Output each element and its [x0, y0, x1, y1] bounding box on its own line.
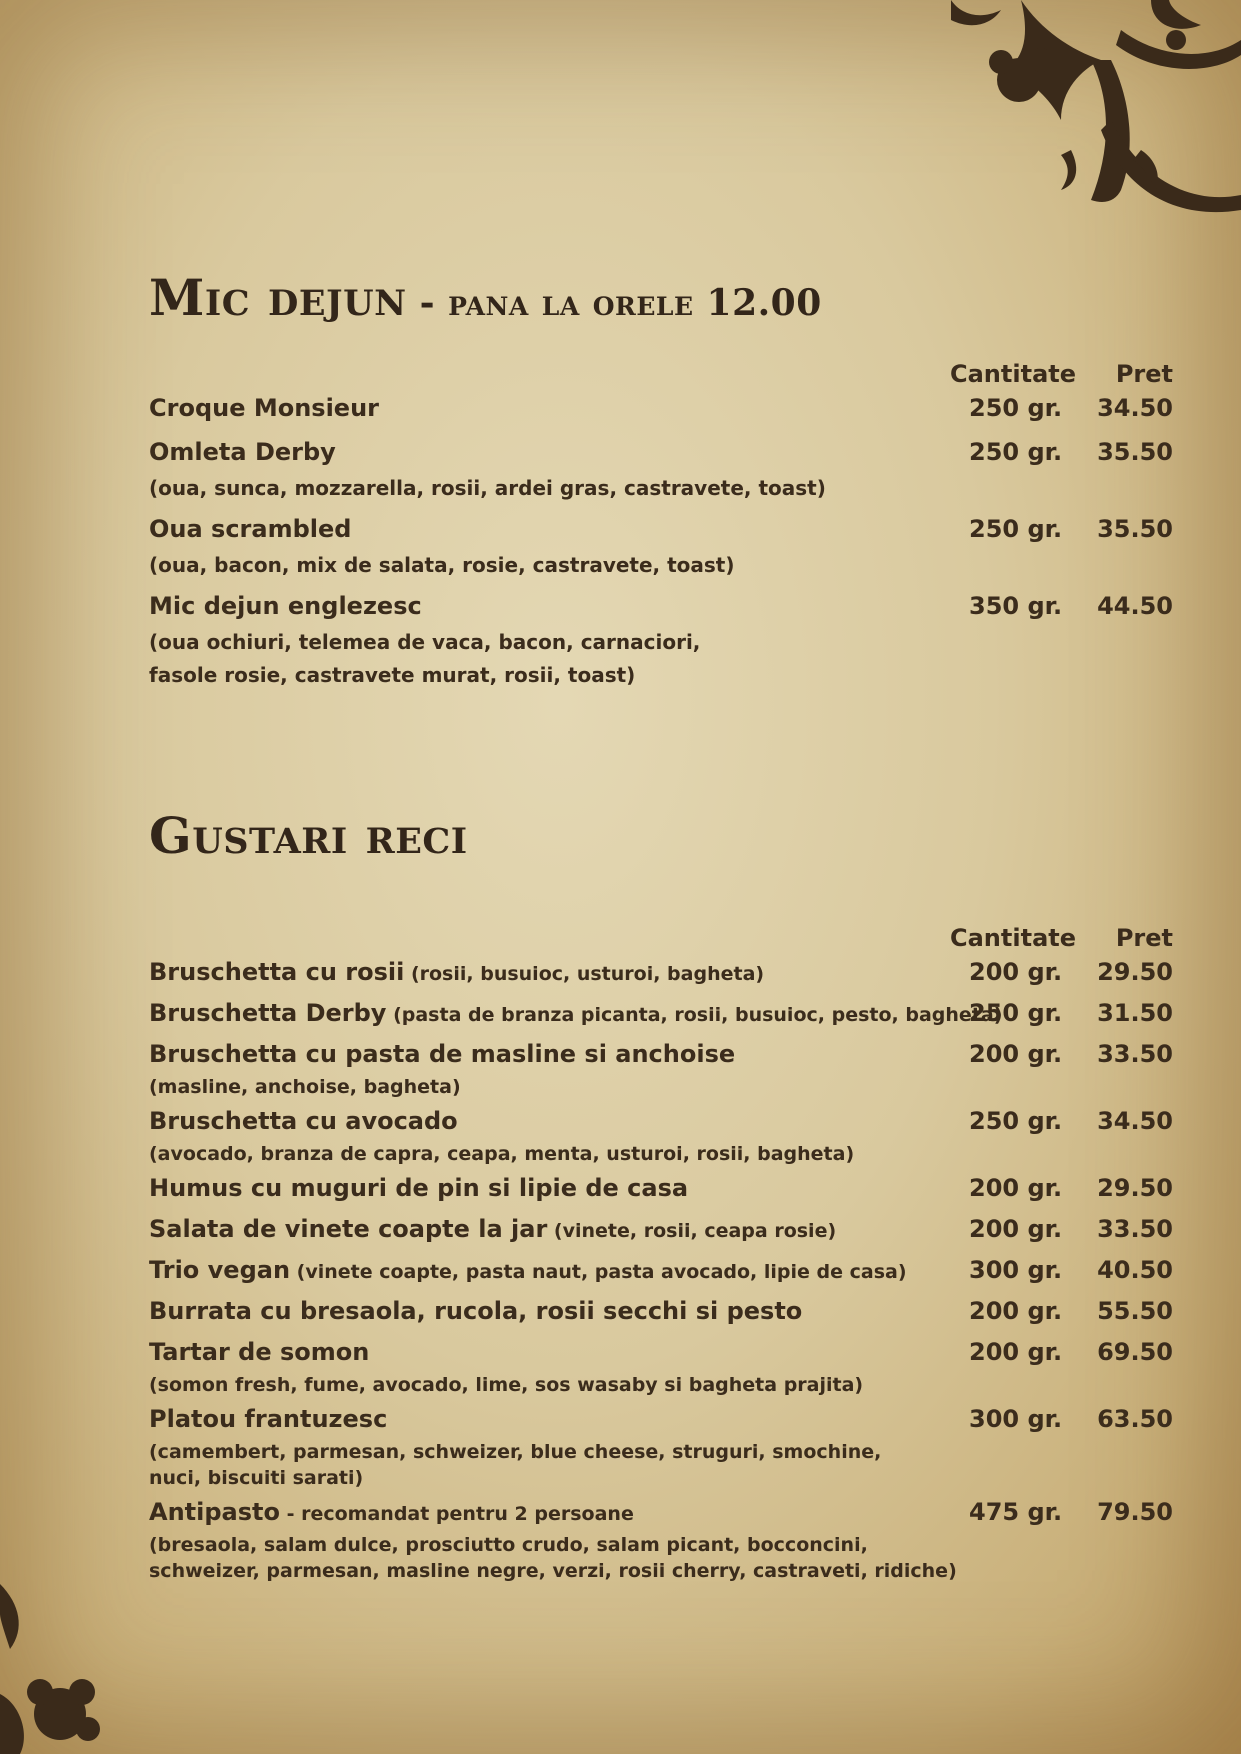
- menu-item-price: 35.50: [1097, 438, 1173, 466]
- column-header-quantity: Cantitate: [950, 360, 1077, 388]
- menu-item-name-group: [149, 1040, 735, 1068]
- section-title-main: Gustari reci: [149, 806, 468, 865]
- menu-item-price: 33.50: [1097, 1215, 1173, 1243]
- menu-item-quantity: 250 gr.: [969, 515, 1063, 543]
- menu-item-price: 63.50: [1097, 1405, 1173, 1433]
- menu-item-line: [149, 1297, 1173, 1331]
- menu-item-quantity: 200 gr.: [969, 1215, 1063, 1243]
- menu-item-inline-description: - recomandat pentru 2 persoane: [279, 1503, 634, 1525]
- column-header: [149, 924, 1173, 958]
- menu-item: [149, 1338, 1173, 1398]
- menu-item-quantity: 200 gr.: [969, 1040, 1063, 1068]
- menu-item-line: [149, 515, 1173, 549]
- floral-ornament-bottom-left: [0, 1574, 110, 1754]
- menu-item-name-group: [149, 1498, 634, 1526]
- menu-item-line: [149, 1107, 1173, 1141]
- menu-item: [149, 394, 1173, 428]
- menu-item-line: [149, 438, 1173, 472]
- section-title-subtitle: - pana la orele 12.00: [406, 282, 822, 324]
- cold-starters-section: [149, 808, 1173, 1591]
- menu-item-description: (oua, sunca, mozzarella, rosii, ardei gras, castravete, toast): [149, 476, 826, 500]
- menu-item-description: (oua ochiuri, telemea de vaca, bacon, carnaciori, fasole rosie, castravete murat, rosii, toast): [149, 630, 701, 687]
- menu-item-description: (oua, bacon, mix de salata, rosie, castravete, toast): [149, 553, 735, 577]
- menu-item-quantity: 300 gr.: [969, 1405, 1063, 1433]
- menu-item: [149, 1498, 1173, 1584]
- menu-item: [149, 1040, 1173, 1100]
- menu-item: [149, 1215, 1173, 1249]
- menu-item-name-group: [149, 394, 379, 422]
- menu-item: [149, 515, 1173, 582]
- menu-item: [149, 1256, 1173, 1290]
- menu-item-name-group: [149, 1297, 802, 1325]
- floral-ornament-top-right: [911, 0, 1241, 215]
- menu-item-quantity: 250 gr.: [969, 999, 1063, 1027]
- menu-item: [149, 1107, 1173, 1167]
- menu-item-description: (avocado, branza de capra, ceapa, menta, usturoi, rosii, bagheta): [149, 1143, 855, 1165]
- menu-item-price: 31.50: [1097, 999, 1173, 1027]
- menu-item-name-group: [149, 1256, 907, 1284]
- menu-item-description: (camembert, parmesan, schweizer, blue cheese, struguri, smochine, nuci, biscuiti sarati): [149, 1441, 882, 1489]
- menu-item: [149, 438, 1173, 505]
- column-header-price: Pret: [1115, 924, 1173, 952]
- menu-item-name: Mic dejun englezesc: [149, 592, 422, 620]
- menu-item-description: (masline, anchoise, bagheta): [149, 1076, 461, 1098]
- section-title-main: Mic dejun: [149, 268, 407, 327]
- menu-item-name-group: [149, 1215, 836, 1243]
- menu-item: [149, 1297, 1173, 1331]
- menu-item-name-group: [149, 958, 764, 986]
- menu-item-line: [149, 1040, 1173, 1074]
- menu-item-name: Tartar de somon: [149, 1338, 370, 1366]
- menu-item-name-group: [149, 592, 422, 620]
- column-header-price: Pret: [1115, 360, 1173, 388]
- column-header-quantity: Cantitate: [950, 924, 1077, 952]
- menu-item-quantity: 475 gr.: [969, 1498, 1063, 1526]
- menu-item-name: Trio vegan: [149, 1256, 291, 1284]
- menu-item-name-group: [149, 1174, 688, 1202]
- menu-item-line: [149, 1405, 1173, 1439]
- menu-item-inline-description: (rosii, busuioc, usturoi, bagheta): [404, 963, 765, 985]
- cold-starters-item-list: [149, 958, 1173, 1584]
- menu-item-price: 33.50: [1097, 1040, 1173, 1068]
- menu-item-name-group: [149, 1107, 458, 1135]
- menu-item-name-group: [149, 438, 336, 466]
- section-title-cold-starters: [149, 808, 1173, 864]
- menu-item: [149, 592, 1173, 692]
- column-header: [149, 360, 1173, 394]
- menu-item-price: 40.50: [1097, 1256, 1173, 1284]
- menu-item-name: Platou frantuzesc: [149, 1405, 388, 1433]
- menu-item-description: (somon fresh, fume, avocado, lime, sos wasaby si bagheta prajita): [149, 1374, 864, 1396]
- menu-item: [149, 1405, 1173, 1491]
- menu-item-name: Bruschetta cu rosii: [149, 958, 405, 986]
- menu-item-price: 44.50: [1097, 592, 1173, 620]
- menu-item-line: [149, 394, 1173, 428]
- menu-item-quantity: 200 gr.: [969, 1297, 1063, 1325]
- menu-item-inline-description: (pasta de branza picanta, rosii, busuioc, pesto, bagheta): [386, 1004, 1003, 1026]
- menu-item-quantity: 350 gr.: [969, 592, 1063, 620]
- menu-item-name: Burrata cu bresaola, rucola, rosii secchi si pesto: [149, 1297, 803, 1325]
- menu-item-line: [149, 999, 1173, 1033]
- menu-item-inline-description: (vinete, rosii, ceapa rosie): [547, 1220, 837, 1242]
- menu-item-name-group: [149, 999, 1002, 1027]
- menu-item-description: (bresaola, salam dulce, prosciutto crudo, salam picant, bocconcini, schweizer, parmesan, masline negre, verzi, rosii cherry, castraveti, ridiche): [149, 1534, 957, 1582]
- menu-item-name: Bruschetta Derby: [149, 999, 387, 1027]
- menu-item-name: Humus cu muguri de pin si lipie de casa: [149, 1174, 689, 1202]
- menu-item-quantity: 250 gr.: [969, 1107, 1063, 1135]
- menu-item-price: 29.50: [1097, 1174, 1173, 1202]
- menu-item-price: 35.50: [1097, 515, 1173, 543]
- menu-item-name: Oua scrambled: [149, 515, 352, 543]
- menu-item-price: 34.50: [1097, 394, 1173, 422]
- menu-item-line: [149, 1498, 1173, 1532]
- menu-item-line: [149, 592, 1173, 626]
- menu-item-name: Salata de vinete coapte la jar: [149, 1215, 548, 1243]
- menu-item-quantity: 200 gr.: [969, 1174, 1063, 1202]
- menu-item-name-group: [149, 1405, 387, 1433]
- menu-item-name: Omleta Derby: [149, 438, 336, 466]
- menu-item-name-group: [149, 1338, 369, 1366]
- menu-item-name: Croque Monsieur: [149, 394, 380, 422]
- menu-item-name: Bruschetta cu pasta de masline si anchoise: [149, 1040, 736, 1068]
- menu-item: [149, 1174, 1173, 1208]
- menu-item-quantity: 250 gr.: [969, 394, 1063, 422]
- menu-item-name-group: [149, 515, 351, 543]
- menu-item-line: [149, 958, 1173, 992]
- menu-item-price: 34.50: [1097, 1107, 1173, 1135]
- menu-item-line: [149, 1338, 1173, 1372]
- breakfast-section: [149, 270, 1173, 702]
- menu-item-quantity: 300 gr.: [969, 1256, 1063, 1284]
- menu-item-inline-description: (vinete coapte, pasta naut, pasta avocado, lipie de casa): [290, 1261, 907, 1283]
- breakfast-item-list: [149, 394, 1173, 692]
- menu-item-price: 79.50: [1097, 1498, 1173, 1526]
- section-title-breakfast: [149, 270, 1173, 326]
- menu-item-price: 55.50: [1097, 1297, 1173, 1325]
- menu-item: [149, 999, 1173, 1033]
- menu-item-quantity: 250 gr.: [969, 438, 1063, 466]
- menu-item-quantity: 200 gr.: [969, 958, 1063, 986]
- menu-item-price: 29.50: [1097, 958, 1173, 986]
- menu-item-line: [149, 1174, 1173, 1208]
- menu-item-line: [149, 1215, 1173, 1249]
- menu-item-price: 69.50: [1097, 1338, 1173, 1366]
- menu-item: [149, 958, 1173, 992]
- menu-item-name: Bruschetta cu avocado: [149, 1107, 458, 1135]
- menu-item-quantity: 200 gr.: [969, 1338, 1063, 1366]
- menu-item-line: [149, 1256, 1173, 1290]
- menu-item-name: Antipasto: [149, 1498, 280, 1526]
